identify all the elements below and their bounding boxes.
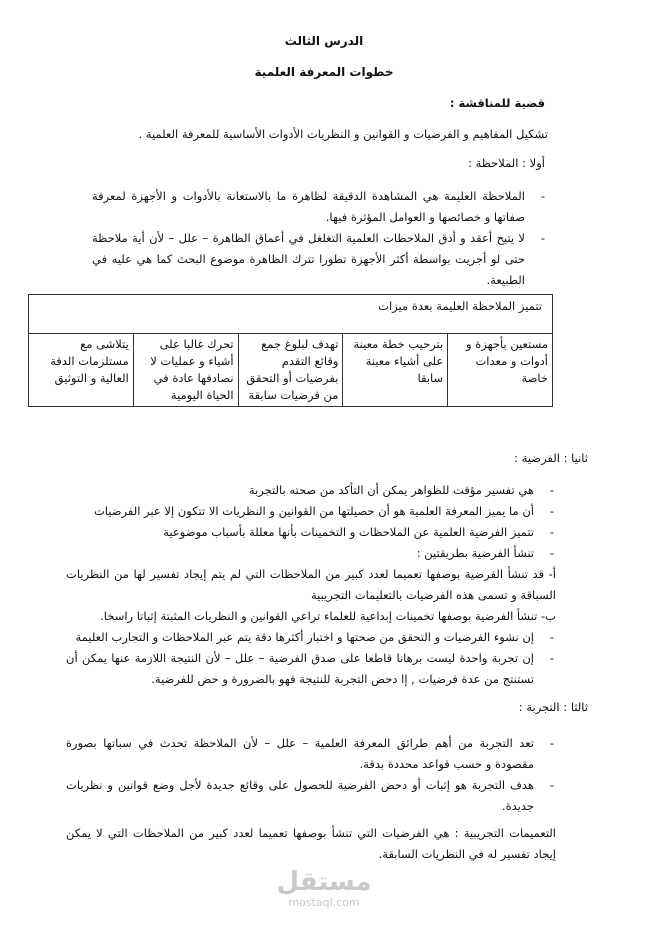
list-item: - هدف التجربة هو إثبات أو دحض الفرضية للحصول على وقائع جديدة لأجل وضع قوانين و نظريات جديدة. (66, 775, 556, 817)
hypothesis-list-2 (66, 627, 556, 690)
list-item: - إن نشوء الفرضيات و التحقق من صحتها و اختبار أكثرها دقة يتم عبر الملاحظات و التجارب العليمة (66, 627, 556, 648)
mostaql-watermark-logo (0, 868, 648, 909)
experiment-heading: ثالثا : التجربة : (518, 700, 588, 714)
watermark-arabic: مستقل (276, 867, 372, 897)
list-item: - الملاحظة العليمة هي المشاهدة الدقيقة لظاهرة ما بالاستعانة بالأدوات و الأجهزة لمعرفة صفاتها و خصائصها و العوامل المؤثرة فيها. (92, 186, 547, 228)
observation-features-table (28, 294, 553, 407)
observation-list (92, 186, 547, 291)
table-cell: مستعين بأجهزة و أدوات و معدات خاصة (448, 334, 553, 407)
list-item: - هي تفسير مؤقت للظواهر يمكن أن التأكد من صحته بالتجربة (86, 480, 556, 501)
list-item: - إن تجربة واحدة ليست برهانا قاطعا على صدق الفرضية – علل – لأن النتيجة اللازمة عنها يمكن أن تستنتج من عدة فرضيات , إا دحض التجربة للنتيجة فهو بالضرورة و حض للفرضية. (66, 648, 556, 690)
discussion-text: تشكيل المفاهيم و الفرضيات و القوانين و النظريات الأدوات الأساسية للمعرفة العلمية . (138, 127, 548, 141)
hypothesis-way-a: أ- قد تنشأ الفرضية بوصفها تعميما لعدد كبير من الملاحظات التي لم يتم إيجاد تفسير لها من النظريات السباقة و تسمى هذه الفرضيات بالتعليمات التجريبية (66, 567, 556, 602)
list-item: - تنشأ الفرضية بطريقتين : (86, 543, 556, 564)
experiment-list (66, 733, 556, 817)
observation-heading: أولا : الملاحظة : (468, 156, 545, 170)
table-cell: بترحيب خطة معينة على أشياء معينة سابقا (343, 334, 448, 407)
list-item: - لا يتيح أعقد و أدق الملاحظات العلمية التغلغل في أعماق الظاهرة – علل – لأن أية ملاحظة حتى لو أجريت بواسطة أكثر الأجهزة تطورا تترك الظاهرة موضوع البحث كما هي عليه في الطبيعة. (92, 228, 547, 291)
table-cell: تهدف لبلوغ جمع وقائع التقدم بفرضيات أو التحقق من فرضيات سابقة (238, 334, 343, 407)
list-item: - تعد التجربة من أهم طرائق المعرفة العلمية – علل – لأن الملاحظة تحدث في سباتها بصورة مقصودة و حسب قواعد محددة بدقة. (66, 733, 556, 775)
hypothesis-heading: ثانيا : الفرضية : (514, 451, 588, 465)
list-item: - أن ما يميز المعرفة العلمية هو أن حصيلتها من القوانين و النظريات الا تتكون إلا عبر الفرضيات (86, 501, 556, 522)
table-cell: يتلاشى مع مستلزمات الدقة العالية و التوثيق (29, 334, 134, 407)
list-item: - تتميز الفرضية العلمية عن الملاحظات و التخمينات بأنها معللة بأسباب موضوعية (86, 522, 556, 543)
hypothesis-list (86, 480, 556, 564)
hypothesis-way-b: ب- تنشأ الفرضية بوصفها تخمينات إبداعية للعلماء تراعي القوانين و النظريات المثبتة إثباتا راسخا. (100, 609, 556, 623)
experimental-generalizations: التعميمات التجريبية : هي الفرضيات التي تنشأ بوصفها تعميما لعدد كبير من الملاحظات التي لا يمكن إيجاد تفسير له في النظريات السابقة. (66, 826, 556, 861)
table-cell: تحرك غالبا على أشياء و عمليات لا نصادفها عادة في الحياة اليومية (133, 334, 238, 407)
discussion-heading: قضية للمناقشة : (449, 96, 545, 110)
lesson-title: الدرس الثالث (284, 34, 364, 48)
lesson-subtitle: خطوات المعرفة العلمية (254, 65, 394, 79)
watermark-english: mostaql.com (288, 896, 360, 909)
table-header: تتميز الملاحظة العليمة بعدة ميزات (29, 295, 553, 334)
